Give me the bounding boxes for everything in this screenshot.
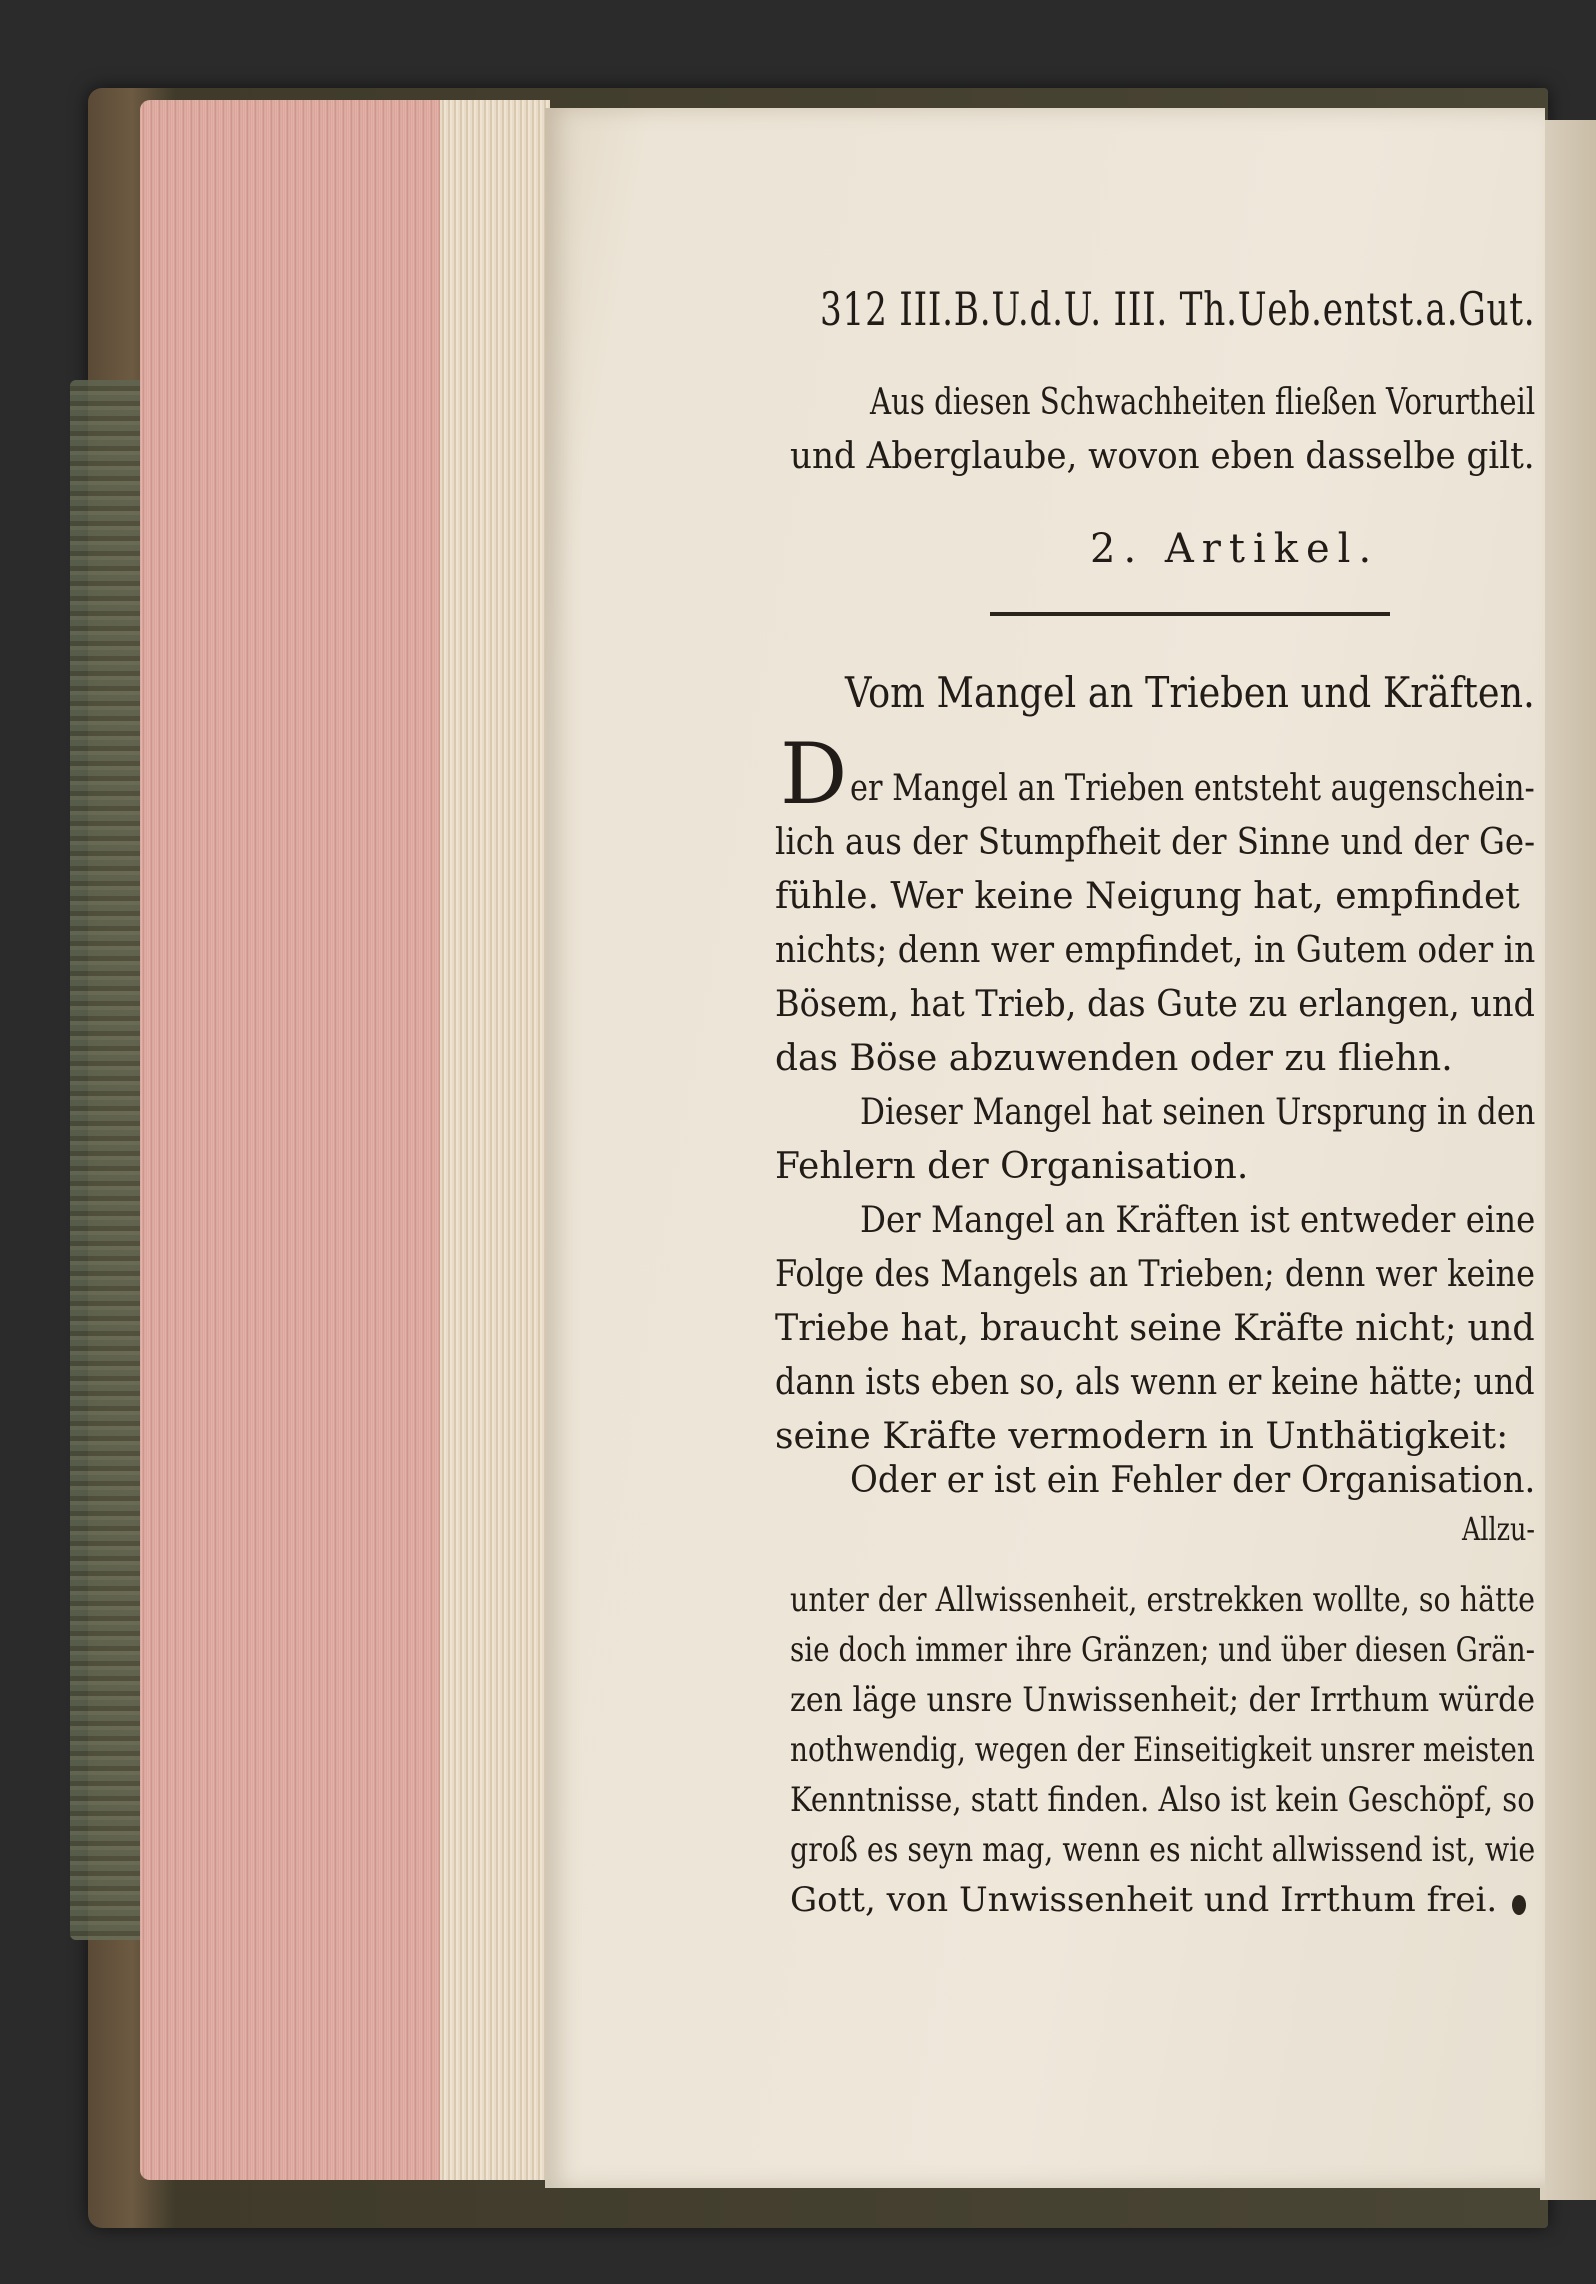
article-heading: 2. Artikel. (1090, 526, 1380, 572)
footnote-line: Gott, von Unwissenheit und Irrthum frei. (790, 1880, 1498, 1920)
body-line: Fehlern der Organisation. (775, 1146, 1249, 1187)
facing-page-edge (1540, 120, 1596, 2200)
page-edges (140, 100, 550, 2180)
body-line: Bösem, hat Trieb, das Gute zu erlangen, und (775, 984, 1535, 1025)
footnote-line: unter der Allwissenheit, erstrekken wollte, so hätte (790, 1580, 1535, 1620)
section-title: Vom Mangel an Trieben und Kräften. (845, 668, 1535, 717)
body-line: Triebe hat, braucht seine Kräfte nicht; und (775, 1308, 1535, 1349)
divider-rule (990, 612, 1390, 616)
footnote-line: groß es seyn mag, wenn es nicht allwissend ist, wie (790, 1830, 1536, 1870)
intro-line: und Aberglaube, wovon eben dasselbe gilt. (790, 436, 1535, 477)
footnote-line: nothwendig, wegen der Einseitigkeit unsrer meisten (790, 1730, 1535, 1770)
body-line: lich aus der Stumpfheit der Sinne und der Ge- (775, 822, 1536, 863)
body-line: Der Mangel an Kräften ist entweder eine (860, 1200, 1536, 1241)
footnote-line: zen läge unsre Unwissenheit; der Irrthum würde (790, 1680, 1536, 1720)
running-head: 312 III.B.U.d.U. III. Th.Ueb.entst.a.Gut. (820, 282, 1536, 336)
body-line: nichts; denn wer empfindet, in Gutem oder in (775, 930, 1536, 971)
footnote-line: sie doch immer ihre Gränzen; und über diesen Grän- (790, 1630, 1536, 1670)
body-line: dann ists eben so, als wenn er keine hätte; und (775, 1362, 1535, 1403)
footnote-line: Kenntnisse, statt finden. Also ist kein Geschöpf, so (790, 1780, 1535, 1820)
body-line: das Böse abzuwenden oder zu fliehn. (775, 1038, 1453, 1079)
book-spine (70, 380, 146, 1940)
body-line: Oder er ist ein Fehler der Organisation. (850, 1460, 1536, 1501)
ink-blot (1512, 1895, 1526, 1915)
body-line: Folge des Mangels an Trieben; denn wer keine (775, 1254, 1536, 1295)
intro-line: Aus diesen Schwachheiten fließen Vorurtheil (870, 382, 1536, 423)
body-line: Dieser Mangel hat seinen Ursprung in den (860, 1092, 1536, 1133)
body-line: seine Kräfte vermodern in Unthätigkeit: (775, 1416, 1509, 1457)
drop-cap: D (780, 725, 848, 823)
body-line: fühle. Wer keine Neigung hat, empfindet (775, 876, 1520, 917)
catchword: Allzu- (1462, 1510, 1536, 1548)
body-line: er Mangel an Trieben entsteht augenschein- (850, 768, 1535, 809)
